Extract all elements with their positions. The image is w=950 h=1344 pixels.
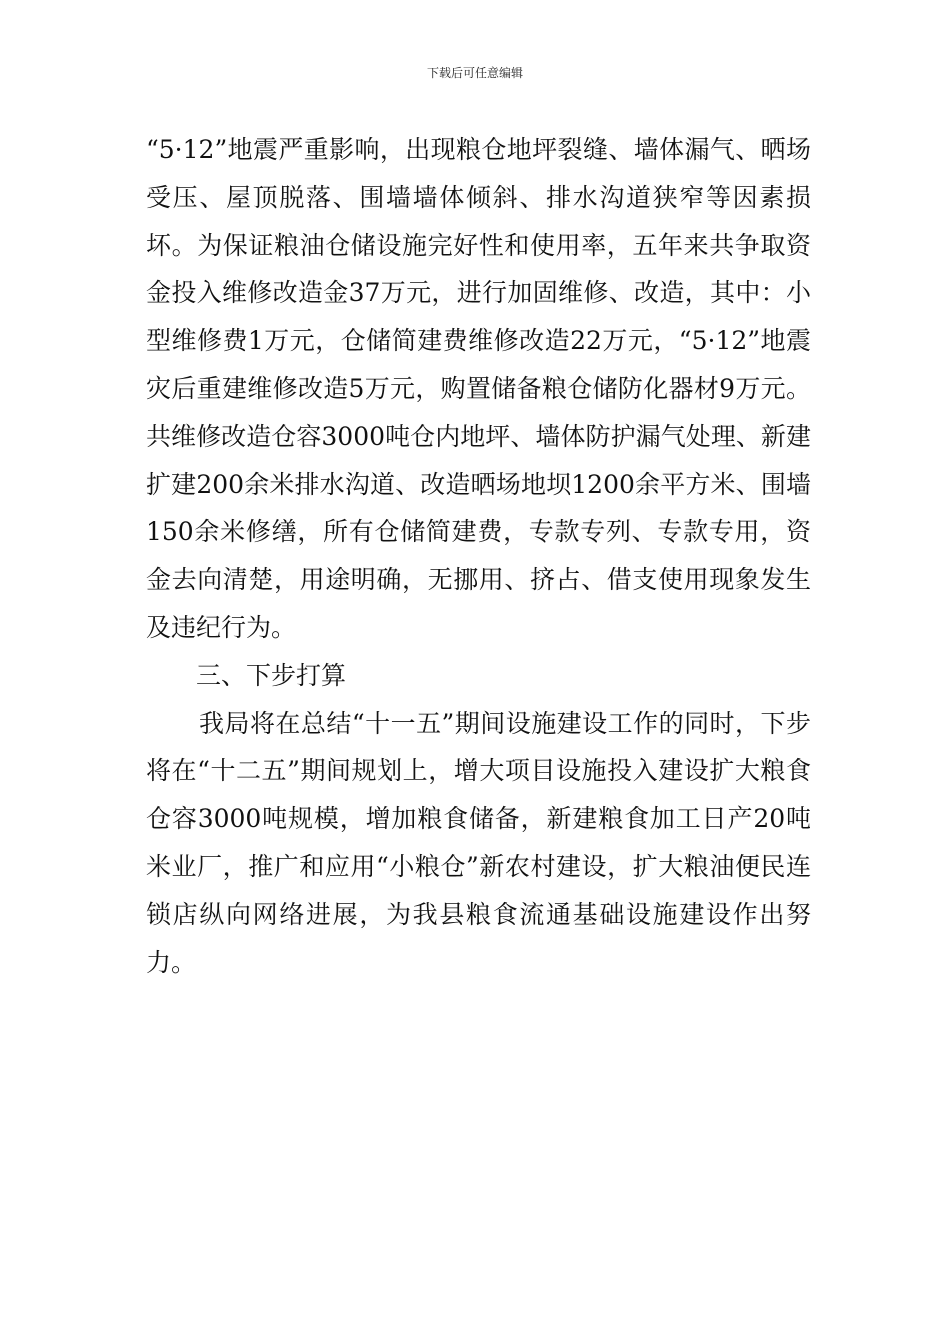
page-header-note: 下载后可任意编辑 (426, 66, 523, 80)
paragraph-facility-repairs: “5·12”地震严重影响，出现粮仓地坪裂缝、墙体漏气、晒场受压、屋顶脱落、围墙墙体倾斜、排水沟道狭窄等因素损坏。为保证粮油仓储设施完好性和使用率，五年来共争取资金投入维修改造金37万元，进行加固维修、改造，其中：小型维修费1万元，仓储简建费维修改造22万元，“5·12”地震灾后重建维修改造5万元，购置储备粮仓储防化器材9万元。共维修改造仓容3000吨仓内地坪、墙体防护漏气处理、新建扩建200余米排水沟道、改造晒场地坝1200余平方米、围墙150余米修缮，所有仓储简建费，专款专列、专款专用，资金去向清楚，用途明确，无挪用、挤占、借支使用现象发生及违纪行为。 (146, 135, 811, 642)
paragraph-next-steps-plan: 我局将在总结“十一五”期间设施建设工作的同时，下步将在“十二五”期间规划上，增大项目设施投入建设扩大粮食仓容3000吨规模，增加粮食储备，新建粮食加工日产20吨米业厂，推广和应用“小粮仓”新农村建设，扩大粮油便民连锁店纵向网络进展，为我县粮食流通基础设施建设作出努力。 (146, 708, 811, 977)
document-body (146, 126, 811, 986)
section-heading-next-steps: 三、下步打算 (196, 660, 347, 690)
